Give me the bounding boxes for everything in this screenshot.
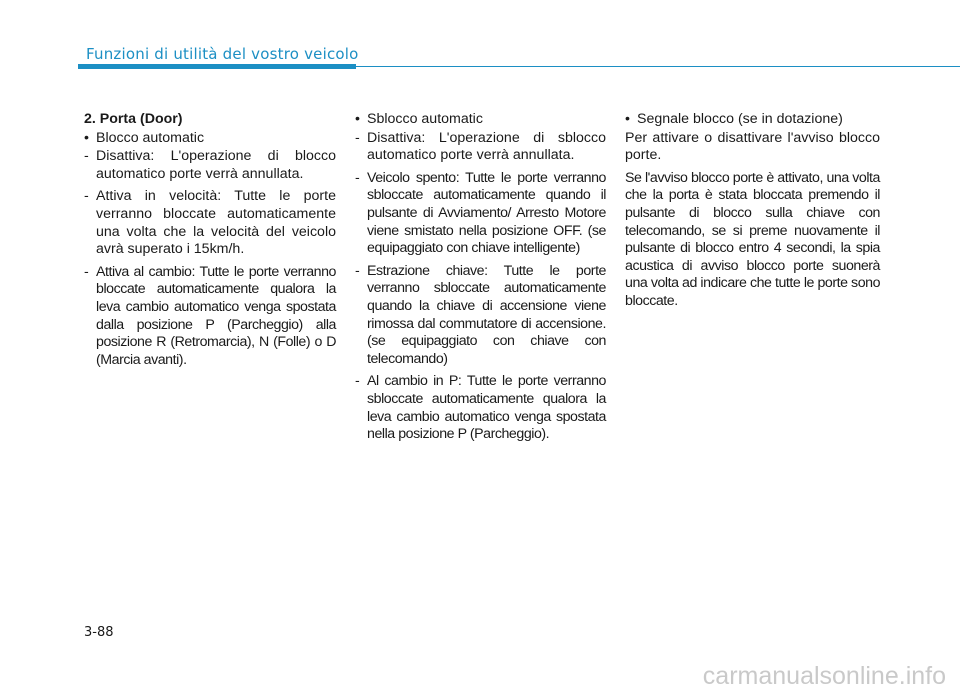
header-rule (356, 66, 960, 67)
list-item: - Attiva in velocità: Tutte le porte verranno bloccate automaticamente una volta che la velocità del veicolo avrà superato i 15km/h. (84, 188, 336, 258)
list-item: - Disattiva: L'operazione di sblocco automatico porte verrà annullata. (355, 129, 606, 164)
bullet-auto-unlock: • Sblocco automatic (355, 111, 606, 129)
list-item: - Disattiva: L'operazione di blocco automatico porte verrà annullata. (84, 148, 336, 182)
column-auto-unlock (355, 111, 606, 449)
dash-marker: - (84, 263, 89, 280)
list-item: - Attiva al cambio: Tutte le porte verranno bloccate automaticamente qualora la leva cambio automatico venga spostata dalla posizione P (Parcheggio) alla posizione R (Retromarcia), N (Folle) o D (Marcia avanti). (84, 263, 336, 368)
watermark: carmanualsonline.info (702, 662, 946, 689)
bullet-lock-signal: • Segnale blocco (se in dotazione) (625, 111, 880, 129)
dash-marker: - (84, 188, 89, 205)
dash-marker: - (355, 373, 360, 390)
door-heading: 2. Porta (Door) (84, 111, 183, 127)
column-door-lock (84, 111, 336, 374)
list-item: - Al cambio in P: Tutte le porte verranno sbloccate automaticamente qualora la leva cambio automatico venga spostata nella posizione P (Parcheggio). (355, 373, 606, 443)
paragraph: Per attivare o disattivare l'avviso blocco porte. (625, 129, 880, 164)
header-accent-bar (78, 64, 356, 69)
paragraph: Se l'avviso blocco porte è attivato, una volta che la porta è stata bloccata premendo il pulsante di blocco sulla chiave con telecomando, se si preme nuovamente il pulsante di blocco entro 4 secondi, la spia acustica di avviso blocco porte suonerà una volta ad indicare che tutte le porte sono bloccate. (625, 169, 881, 309)
column-lock-signal (625, 111, 880, 316)
section-title: Funzioni di utilità del vostro veicolo (86, 45, 359, 63)
dash-marker: - (355, 262, 360, 279)
list-item: - Estrazione chiave: Tutte le porte verranno sbloccate automaticamente quando la chiave di accensione viene rimossa dal commutatore di accensione. (se equipaggiato con chiave con telecomando) (355, 262, 606, 367)
dash-marker: - (355, 129, 360, 146)
dash-marker: - (84, 148, 89, 165)
page-number: 3-88 (84, 625, 114, 640)
list-item: - Veicolo spento: Tutte le porte verranno sbloccate automaticamente quando il pulsante di Avviamento/ Arresto Motore viene smistato nella posizione OFF. (se equipaggiato con chiave intelligente) (355, 169, 606, 257)
dash-marker: - (355, 169, 360, 186)
bullet-auto-lock: • Blocco automatic (84, 130, 336, 148)
